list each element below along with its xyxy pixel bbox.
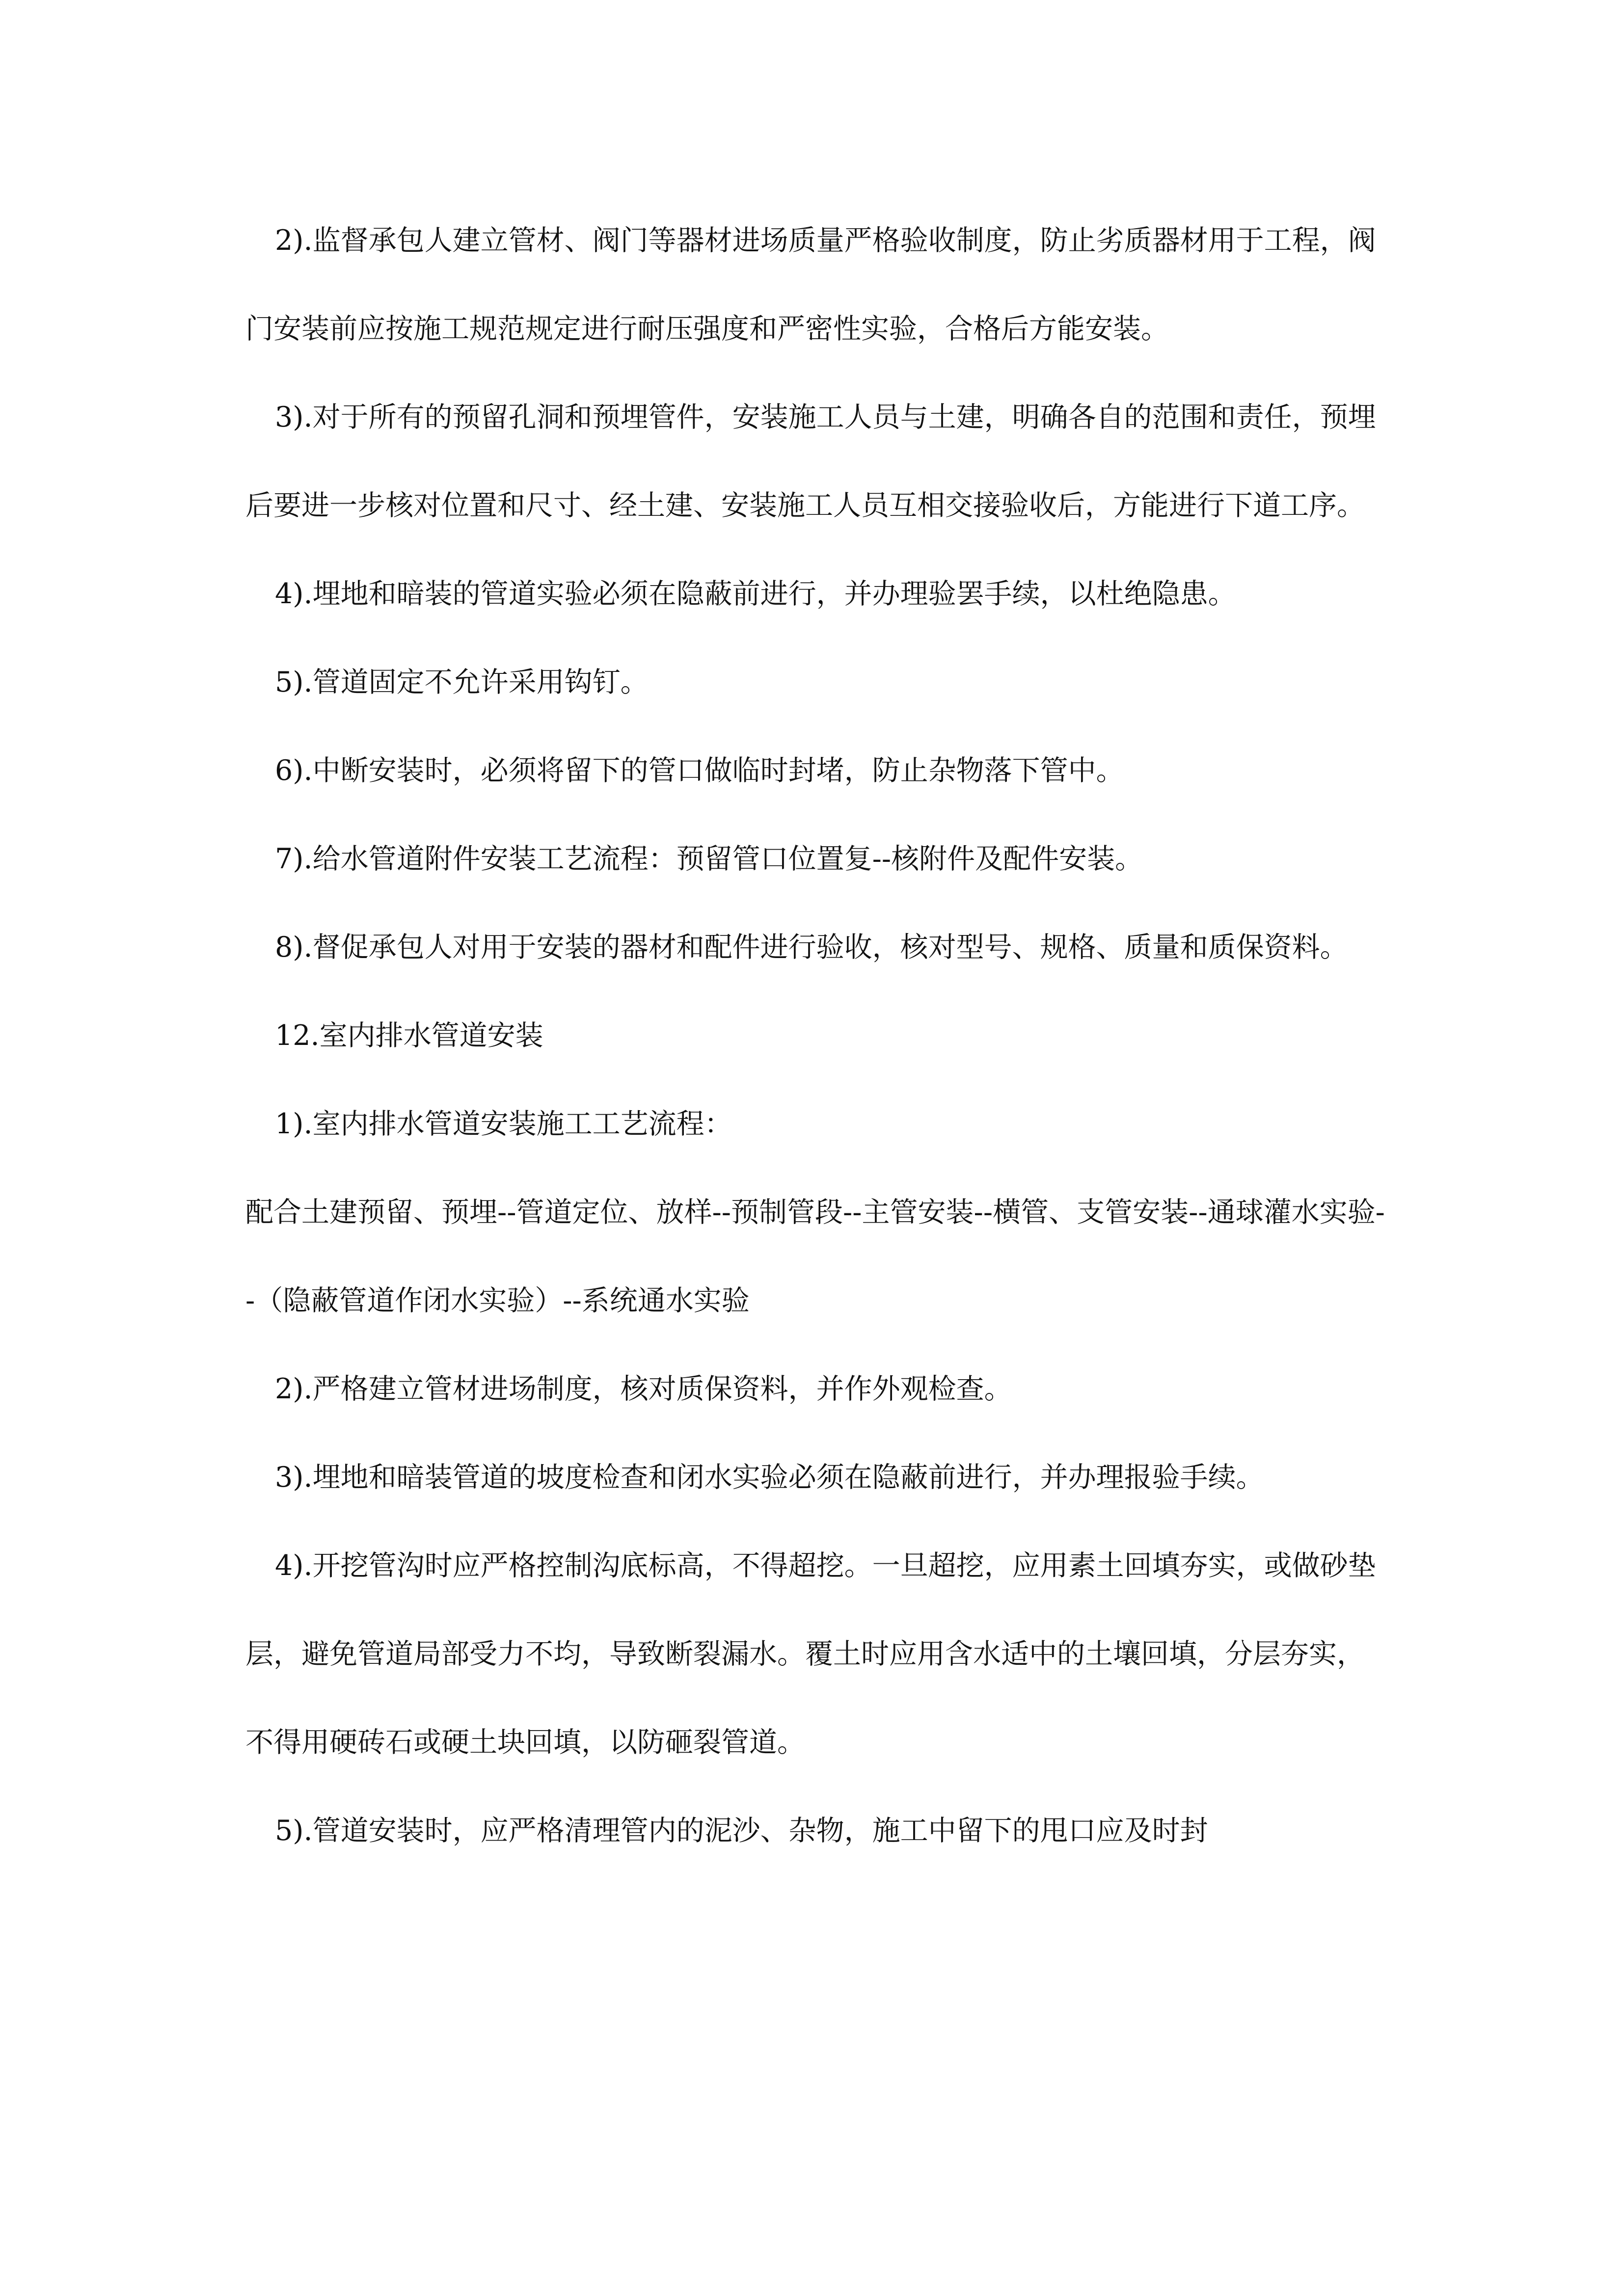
paragraph: 5).管道固定不允许采用钩钉。	[275, 666, 649, 698]
paragraph: 1).室内排水管道安装施工工艺流程：	[275, 1108, 732, 1140]
process-flow-paragraph: 配合土建预留、预埋--管道定位、放样--预制管段--主管安装--横管、支管安装--通球灌水实验--（隐蔽管道作闭水实验）--系统通水实验	[245, 1196, 1385, 1317]
paragraph: 2).监督承包人建立管材、阀门等器材进场质量严格验收制度，防止劣质器材用于工程，阀门安装前应按施工规范规定进行耐压强度和严密性实验，合格后方能安装。	[245, 224, 1376, 345]
paragraph: 7).给水管道附件安装工艺流程：预留管口位置复--核附件及配件安装。	[275, 843, 1143, 875]
paragraph: 8).督促承包人对用于安装的器材和配件进行验收，核对型号、规格、质量和质保资料。	[275, 931, 1348, 963]
document-body	[245, 196, 1389, 1875]
section-heading: 12.室内排水管道安装	[275, 1019, 543, 1052]
paragraph: 4).开挖管沟时应严格控制沟底标高，不得超挖。一旦超挖，应用素土回填夯实，或做砂垫层，避免管道局部受力不均，导致断裂漏水。覆土时应用含水适中的土壤回填，分层夯实，不得用硬砖石或硬土块回填，以防砸裂管道。	[245, 1549, 1376, 1759]
paragraph: 2).严格建立管材进场制度，核对质保资料，并作外观检查。	[275, 1373, 1012, 1405]
paragraph: 4).埋地和暗装的管道实验必须在隐蔽前进行，并办理验罢手续，以杜绝隐患。	[275, 578, 1236, 610]
paragraph: 5).管道安装时，应严格清理管内的泥沙、杂物，施工中留下的甩口应及时封	[275, 1815, 1208, 1847]
paragraph: 3).对于所有的预留孔洞和预埋管件，安装施工人员与土建，明确各自的范围和责任，预埋后要进一步核对位置和尺寸、经土建、安装施工人员互相交接验收后，方能进行下道工序。	[245, 401, 1376, 522]
paragraph: 6).中断安装时，必须将留下的管口做临时封堵，防止杂物落下管中。	[275, 754, 1124, 787]
paragraph: 3).埋地和暗装管道的坡度检查和闭水实验必须在隐蔽前进行，并办理报验手续。	[275, 1461, 1264, 1494]
